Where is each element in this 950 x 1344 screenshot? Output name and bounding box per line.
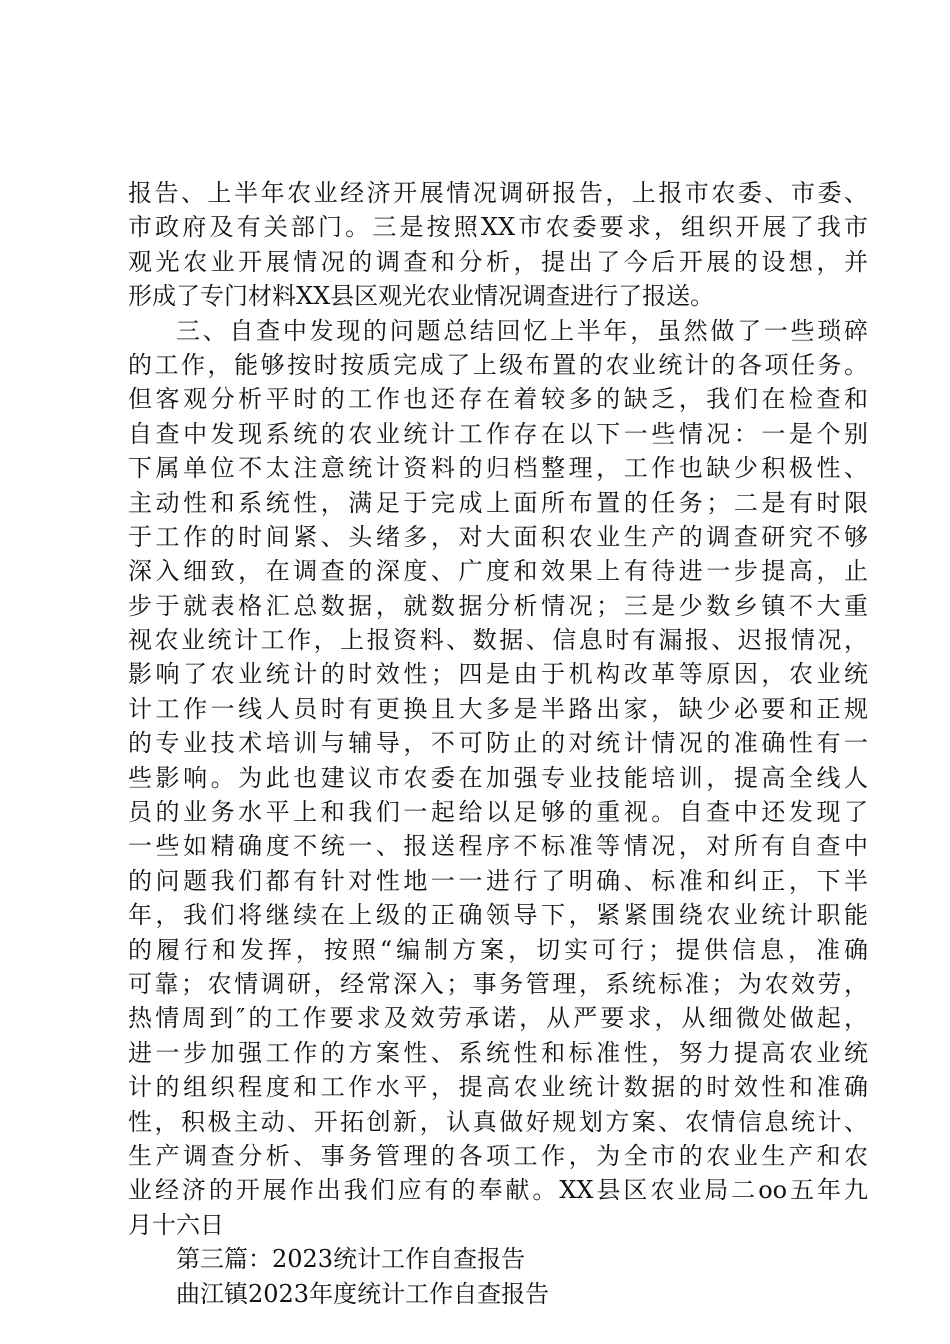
section-heading-line: 三、自查中发现的问题总结回忆上半年，虽然做了一些琐碎: [176, 316, 868, 345]
section-title: 第三篇：2023统计工作自查报告: [176, 1245, 526, 1274]
text-line: 性，积极主动、开拓创新，认真做好规划方案、农情信息统计、: [128, 1107, 868, 1136]
text-line: 于工作的时间紧、头绪多，对大面积农业生产的调查研究不够: [128, 522, 868, 551]
text-line: 市政府及有关部门。三是按照XX市农委要求，组织开展了我市: [128, 213, 868, 242]
text-line: 主动性和系统性，满足于完成上面所布置的任务；二是有时限: [128, 488, 868, 517]
text-line: 深入细致，在调查的深度、广度和效果上有待进一步提高，止: [128, 557, 868, 586]
text-line: 业经济的开展作出我们应有的奉献。XX县区农业局二oo五年九: [128, 1176, 868, 1205]
document-body: [128, 176, 868, 1311]
text-line: 下属单位不太注意统计资料的归档整理，工作也缺少积极性、: [128, 454, 868, 483]
text-line: 影响了农业统计的时效性；四是由于机构改革等原因，农业统: [128, 660, 868, 689]
text-line: 热情周到″的工作要求及效劳承诺，从严要求，从细微处做起，: [128, 1004, 868, 1033]
text-line: 但客观分析平时的工作也还存在着较多的缺乏，我们在检查和: [128, 385, 868, 414]
text-line: 报告、上半年农业经济开展情况调研报告，上报市农委、市委、: [128, 179, 868, 207]
text-line: 进一步加强工作的方案性、系统性和标准性，努力提高农业统: [128, 1038, 868, 1067]
text-line: 的专业技术培训与辅导，不可防止的对统计情况的准确性有一: [128, 729, 868, 758]
text-line: 一些如精确度不统一、报送程序不标准等情况，对所有自查中: [128, 832, 868, 861]
text-line: 月十六日: [128, 1210, 224, 1239]
text-line: 形成了专门材料XX县区观光农业情况调查进行了报送。: [128, 282, 715, 311]
text-line: 生产调查分析、事务管理的各项工作，为全市的农业生产和农: [128, 1141, 868, 1170]
text-line: 的问题我们都有针对性地一一进行了明确、标准和纠正，下半: [128, 866, 868, 895]
text-line: 可靠；农情调研，经常深入；事务管理，系统标准；为农效劳，: [128, 969, 868, 998]
text-line: 计的组织程度和工作水平，提高农业统计数据的时效性和准确: [128, 1073, 868, 1102]
text-line: 步于就表格汇总数据，就数据分析情况；三是少数乡镇不大重: [128, 591, 868, 620]
text-line: 些影响。为此也建议市农委在加强专业技能培训，提高全线人: [128, 763, 868, 792]
text-line: 自查中发现系统的农业统计工作存在以下一些情况：一是个别: [128, 419, 868, 448]
text-line: 计工作一线人员时有更换且大多是半路出家，缺少必要和正规: [128, 694, 868, 723]
text-line: 的工作，能够按时按质完成了上级布置的农业统计的各项任务。: [128, 350, 868, 379]
text-line: 观光农业开展情况的调查和分析，提出了今后开展的设想，并: [128, 247, 868, 276]
text-line: 的履行和发挥，按照“编制方案，切实可行；提供信息，准确: [128, 935, 868, 964]
text-line: 员的业务水平上和我们一起给以足够的重视。自查中还发现了: [128, 798, 868, 827]
text-line: 年，我们将继续在上级的正确领导下，紧紧围绕农业统计职能: [128, 901, 868, 930]
report-title: 曲江镇2023年度统计工作自查报告: [176, 1279, 550, 1308]
text-line: 视农业统计工作，上报资料、数据、信息时有漏报、迟报情况，: [128, 626, 868, 655]
